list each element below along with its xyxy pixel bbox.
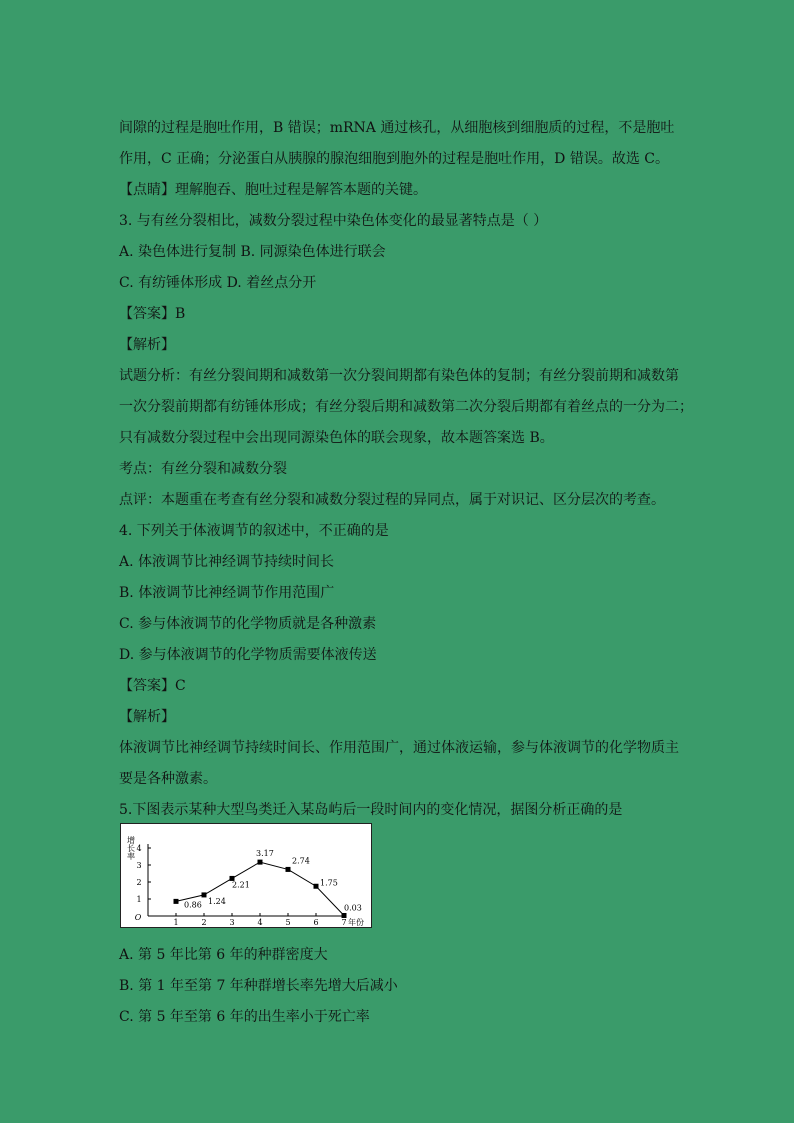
- data-label: 3.17: [256, 849, 274, 859]
- answer-4: 【答案】C: [119, 678, 186, 694]
- analysis-line: 要是各种激素。: [119, 771, 217, 787]
- data-label: 1.75: [320, 878, 338, 888]
- question-3: 3. 与有丝分裂相比，减数分裂过程中染色体变化的最显著特点是（ ）: [119, 213, 548, 229]
- question-4: 4. 下列关于体液调节的叙述中，不正确的是: [119, 523, 389, 539]
- chart-svg: [121, 824, 371, 927]
- data-point: [286, 867, 291, 872]
- x-tick-label: 5: [285, 918, 291, 927]
- option-4b: B. 体液调节比神经调节作用范围广: [119, 585, 335, 601]
- text-line: 作用，C 正确；分泌蛋白从胰腺的腺泡细胞到胞外的过程是胞吐作用，D 错误。故选 C。: [119, 151, 669, 167]
- data-label: 2.21: [232, 880, 250, 890]
- analysis-line: 试题分析：有丝分裂间期和减数第一次分裂间期都有染色体的复制；有丝分裂前期和减数第: [119, 368, 679, 384]
- analysis-line: 只有减数分裂过程中会出现同源染色体的联会现象，故本题答案选 B。: [119, 430, 554, 446]
- option-4d: D. 参与体液调节的化学物质需要体液传送: [119, 647, 377, 663]
- option-4c: C. 参与体液调节的化学物质就是各种激素: [119, 616, 377, 632]
- x-tick-label: 1: [173, 918, 179, 927]
- option-4a: A. 体液调节比神经调节持续时间长: [119, 554, 335, 570]
- y-tick-label: 2: [136, 878, 142, 887]
- data-point: [314, 884, 319, 889]
- x-tick-label: 4: [257, 918, 263, 927]
- options-3-cd: C. 有纺锤体形成 D. 着丝点分开: [119, 275, 317, 291]
- text-line: 间隙的过程是胞吐作用，B 错误；mRNA 通过核孔，从细胞核到细胞质的过程，不是胞吐: [119, 120, 675, 136]
- y-tick-label: 4: [136, 844, 142, 853]
- question-5: 5.下图表示某种大型鸟类迁入某岛屿后一段时间内的变化情况，据图分析正确的是: [119, 802, 623, 818]
- x-tick-label: 3: [229, 918, 235, 927]
- x-tick-label: 2: [201, 918, 207, 927]
- data-label: 1.24: [208, 896, 226, 906]
- data-point: [174, 899, 179, 904]
- option-5b: B. 第 1 年至第 7 年种群增长率先增大后减小: [119, 978, 398, 994]
- analysis-heading-4: 【解析】: [119, 709, 175, 725]
- analysis-line: 体液调节比神经调节持续时间长、作用范围广，通过体液运输，参与体液调节的化学物质主: [119, 740, 679, 756]
- data-point: [202, 892, 207, 897]
- origin-label: O: [134, 913, 142, 922]
- option-5c: C. 第 5 年至第 6 年的出生率小于死亡率: [119, 1009, 370, 1025]
- x-tick-label: 7: [341, 918, 347, 927]
- topic-line: 考点：有丝分裂和减数分裂: [119, 461, 287, 477]
- answer-3: 【答案】B: [119, 306, 186, 322]
- analysis-heading-3: 【解析】: [119, 337, 175, 353]
- x-tick-label: 6: [313, 918, 319, 927]
- data-label: 0.86: [184, 900, 202, 910]
- data-point: [258, 860, 263, 865]
- y-axis-label: 增长率: [126, 836, 136, 860]
- analysis-line: 一次分裂前期都有纺锤体形成；有丝分裂后期和减数第二次分裂后期都有着丝点的一分为二；: [119, 399, 693, 415]
- option-5a: A. 第 5 年比第 6 年的种群密度大: [119, 947, 328, 963]
- x-axis-label: 年份: [348, 918, 364, 927]
- y-tick-label: 1: [136, 895, 142, 904]
- data-label: 0.03: [344, 903, 362, 913]
- data-point: [342, 913, 347, 918]
- y-tick-label: 3: [136, 861, 142, 870]
- data-label: 2.74: [292, 856, 310, 866]
- options-3-ab: A. 染色体进行复制 B. 同源染色体进行联会: [119, 244, 386, 260]
- growth-rate-chart: [120, 823, 372, 928]
- tip-line: 【点睛】理解胞吞、胞吐过程是解答本题的关键。: [119, 182, 427, 198]
- comment-line: 点评：本题重在考查有丝分裂和减数分裂过程的异同点，属于对识记、区分层次的考查。: [119, 492, 665, 508]
